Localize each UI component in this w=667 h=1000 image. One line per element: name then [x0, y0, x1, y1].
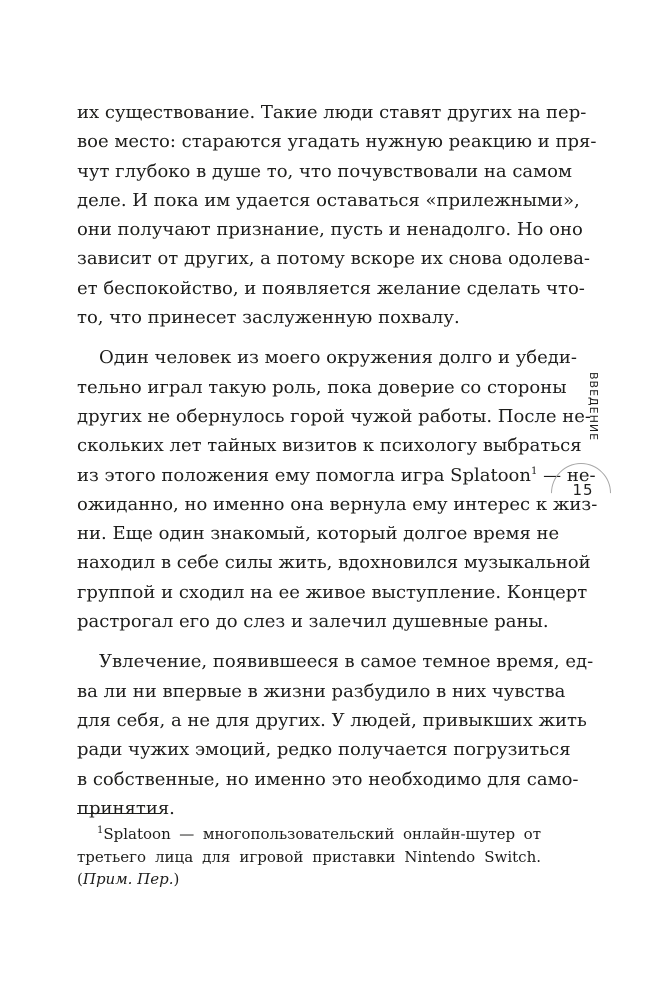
- text-line: деле. И пока им удается оставаться «прилежными»,: [77, 189, 580, 211]
- footnote-text: Splatoon — многопользовательский онлайн-шутер от: [103, 825, 541, 843]
- footnote: [77, 823, 541, 891]
- text-line: Увлечение, появившееся в самое темное время, ед-: [99, 651, 594, 673]
- text-line: то, что принесет заслуженную похвалу.: [77, 307, 460, 329]
- text-line: в собственные, но именно это необходимо для само-: [77, 768, 579, 790]
- text-line: для себя, а не для других. У людей, привыкших жить: [77, 709, 587, 731]
- footnote-divider: [77, 813, 161, 814]
- footnote-reference: 1: [531, 465, 538, 477]
- text-line: Один человек из моего окружения долго и убеди-: [99, 347, 577, 369]
- footnote-number: 1: [97, 825, 104, 836]
- text-line: зависит от других, а потому вскоре их снова одолева-: [77, 248, 590, 270]
- text-line: ожиданно, но именно она вернула ему интерес к жиз-: [77, 493, 598, 515]
- text-line: чут глубоко в душе то, что почувствовали на самом: [77, 160, 572, 182]
- text-line: растрогал его до слез и залечил душевные раны.: [77, 611, 549, 633]
- text-line: находил в себе силы жить, вдохновился музыкальной: [77, 552, 591, 574]
- paragraph-1: [77, 98, 597, 332]
- text-line: вое место: стараются угадать нужную реакцию и пря-: [77, 131, 597, 153]
- text-line: других не обернулось горой чужой работы. После не-: [77, 405, 591, 427]
- footnote-paren-open: (: [77, 870, 83, 888]
- footnote-line: [77, 868, 541, 891]
- section-title: ВВЕДЕНИЕ: [587, 372, 600, 442]
- text-line: принятия.: [77, 797, 175, 819]
- text-line: ни. Еще один знакомый, который долгое время не: [77, 523, 560, 545]
- text-line: они получают признание, пусть и ненадолго. Но оно: [77, 219, 583, 241]
- footnote-line: [77, 823, 541, 846]
- line-text: из этого положения ему помогла игра Splatoon: [77, 464, 531, 486]
- footnote-translator-note: Прим. Пер.: [82, 870, 174, 888]
- paragraph-3: [77, 647, 594, 823]
- text-line: ет беспокойство, и появляется желание сделать что-: [77, 277, 585, 299]
- text-line: их существование. Такие люди ставят других на пер-: [77, 102, 587, 123]
- footnote-line: третьего лица для игровой приставки Nintendo Switch.: [77, 847, 541, 866]
- text-line: скольких лет тайных визитов к психологу выбраться: [77, 435, 582, 457]
- text-line: тельно играл такую роль, пока доверие со стороны: [77, 376, 567, 398]
- text-line: группой и сходил на ее живое выступление. Концерт: [77, 581, 588, 603]
- line-text-tail: — не-: [537, 464, 596, 486]
- text-line: ради чужих эмоций, редко получается погрузиться: [77, 739, 571, 761]
- page-number: 15: [572, 481, 594, 499]
- text-line: ва ли ни впервые в жизни разбудило в них чувства: [77, 680, 566, 702]
- footnote-paren-close: ): [173, 870, 180, 888]
